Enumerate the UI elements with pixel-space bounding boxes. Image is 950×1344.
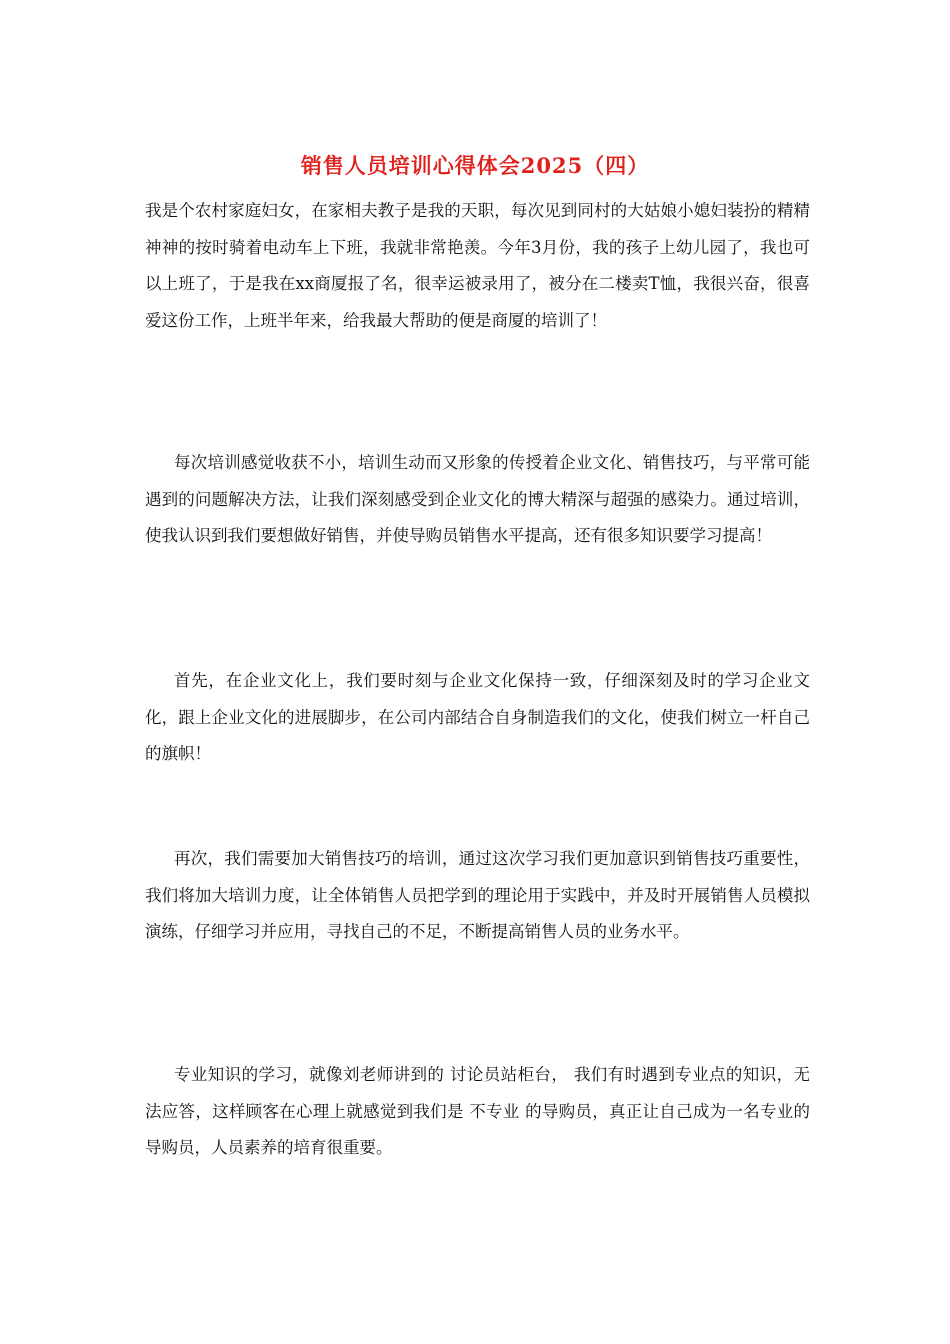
paragraph-sales-skills: 再次，我们需要加大销售技巧的培训，通过这次学习我们更加意识到销售技巧重要性，我们将加大培训力度，让全体销售人员把学到的理论用于实践中，并及时开展销售人员模拟演练，仔细学习并应用，寻找自己的不足，不断提高销售人员的业务水平。 (145, 849, 810, 941)
paragraph-corporate-culture: 首先，在企业文化上，我们要时刻与企业文化保持一致，仔细深刻及时的学习企业文化，跟上企业文化的进展脚步，在公司内部结合自身制造我们的文化，使我们树立一杆自己的旗帜！ (145, 671, 810, 763)
paragraph-intro: 我是个农村家庭妇女，在家相夫教子是我的天职，每次见到同村的大姑娘小媳妇装扮的精精神神的按时骑着电动车上下班，我就非常艳羡。今年3月份，我的孩子上幼儿园了，我也可以上班了，于是我在xx商厦报了名，很幸运被录用了，被分在二楼卖T恤，我很兴奋，很喜爱这份工作，上班半年来，给我最大帮助的便是商厦的培训了！ (145, 201, 810, 330)
paragraph-professional-knowledge: 专业知识的学习，就像刘老师讲到的 讨论员站柜台， 我们有时遇到专业点的知识，无法应答，这样顾客在心理上就感觉到我们是 不专业 的导购员，真正让自己成为一名专业的导购员，人员素养的培育很重要。 (145, 1065, 810, 1157)
document-title: 销售人员培训心得体会2025（四） (300, 153, 650, 178)
paragraph-training-benefits: 每次培训感觉收获不小，培训生动而又形象的传授着企业文化、销售技巧，与平常可能遇到的问题解决方法，让我们深刻感受到企业文化的博大精深与超强的感染力。通过培训，使我认识到我们要想做好销售，并使导购员销售水平提高，还有很多知识要学习提高！ (145, 453, 810, 545)
